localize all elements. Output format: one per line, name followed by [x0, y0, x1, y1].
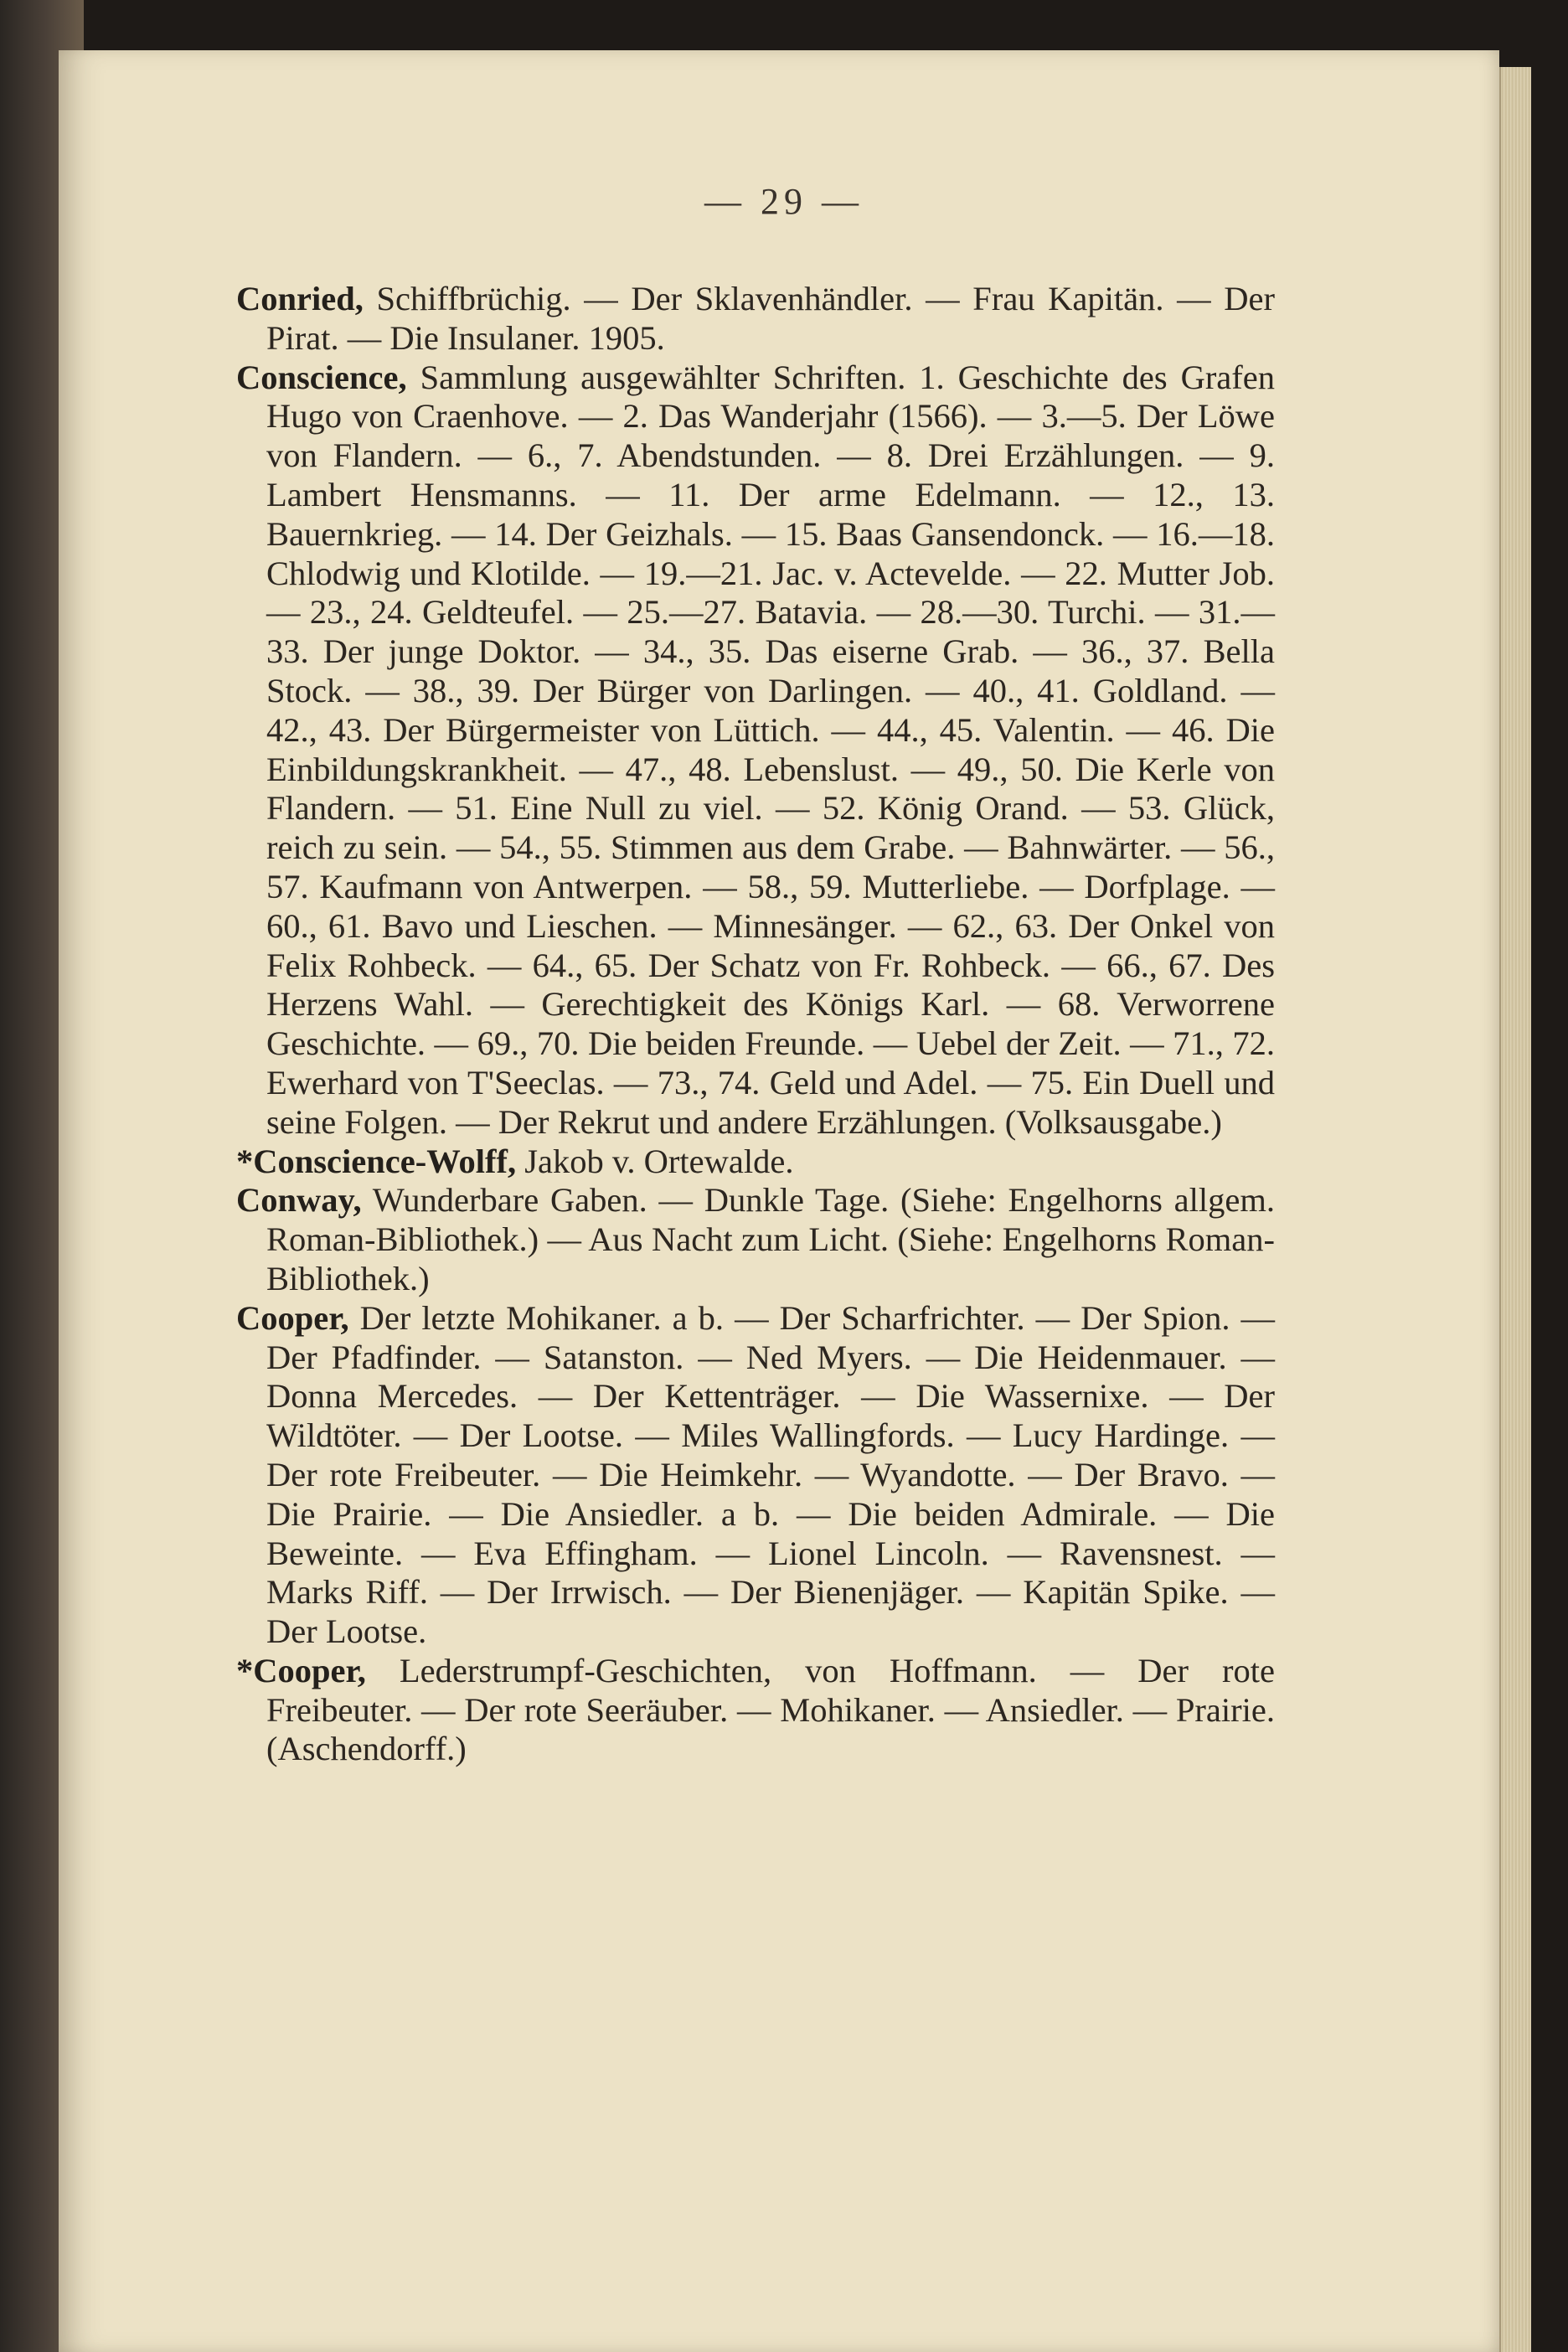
entry-text: Der letzte Mohikaner. a b. — Der Scharfrichter. — Der Spion. — Der Pfadfinder. — Satanston. — Ned Myers. — Die Heidenmauer. — Donna Mercedes. — Der Kettenträger. — Die Wassernixe. — Der Wildtöter. — Der Lootse. — Miles Wallingfords. — Lucy Hardinge. — Der rote Freibeuter. — Die Heimkehr. — Wyandotte. — Der Bravo. — Die Prairie. — Die Ansiedler. a b. — Die beiden Admirale. — Die Beweinte. — Eva Effingham. — Lionel Lincoln. — Ravensnest. — Marks Riff. — Der Irrwisch. — Der Bienenjäger. — Kapitän Spike. — Der Lootse.	[266, 1298, 1275, 1651]
entry-cooper-lederstrumpf	[236, 1652, 1275, 1769]
entry-text: Sammlung ausgewählter Schriften. 1. Geschichte des Grafen Hugo von Craenhove. — 2. Das Wanderjahr (1566). — 3.—5. Der Löwe von Flandern. — 6., 7. Abendstunden. — 8. Drei Erzählungen. — 9. Lambert Hensmanns. — 11. Der arme Edelmann. — 12., 13. Bauernkrieg. — 14. Der Geizhals. — 15. Baas Gansendonck. — 16.—18. Chlodwig und Klotilde. — 19.—21. Jac. v. Actevelde. — 22. Mutter Job. — 23., 24. Geldteufel. — 25.—27. Batavia. — 28.—30. Turchi. — 31.—33. Der junge Doktor. — 34., 35. Das eiserne Grab. — 36., 37. Bella Stock. — 38., 39. Der Bürger von Darlingen. — 40., 41. Goldland. — 42., 43. Der Bürgermeister von Lüttich. — 44., 45. Valentin. — 46. Die Einbildungskrankheit. — 47., 48. Lebenslust. — 49., 50. Die Kerle von Flandern. — 51. Eine Null zu viel. — 52. König Orand. — 53. Glück, reich zu sein. — 54., 55. Stimmen aus dem Grabe. — Bahnwärter. — 56., 57. Kaufmann von Antwerpen. — 58., 59. Mutterliebe. — Dorfplage. — 60., 61. Bavo und Lieschen. — Minnesänger. — 62., 63. Der Onkel von Felix Rohbeck. — 64., 65. Der Schatz von Fr. Rohbeck. — 66., 67. Des Herzens Wahl. — Gerechtigkeit des Königs Karl. — 68. Verworrene Geschichte. — 69., 70. Die beiden Freunde. — Uebel der Zeit. — 71., 72. Ewerhard von T'Seeclas. — 73., 74. Geld und Adel. — 75. Ein Duell und seine Folgen. — Der Rekrut und andere Erzählungen. (Volksausgabe.)	[266, 358, 1275, 1141]
entry-text: Wunderbare Gaben. — Dunkle Tage. (Siehe: Engelhorns allgem. Roman-Bibliothek.) — Aus Nacht zum Licht. (Siehe: Engelhorns Roman-Bibliothek.)	[266, 1181, 1275, 1297]
entry-conway	[236, 1181, 1275, 1298]
entry-conscience-wolff	[236, 1142, 1275, 1182]
entry-text: Schiffbrüchig. — Der Sklavenhändler. — Frau Kapitän. — Der Pirat. — Die Insulaner. 1905.	[266, 280, 1275, 357]
entry-cooper	[236, 1299, 1275, 1652]
entry-headword: Conscience,	[236, 358, 407, 396]
entry-headword: Conried,	[236, 280, 364, 317]
entry-conried	[236, 280, 1275, 358]
entry-headword: Cooper,	[236, 1298, 349, 1337]
entry-text: Lederstrumpf-Geschichten, von Hoffmann. — Der rote Freibeuter. — Der rote Seeräuber. — Mohikaner. — Ansiedler. — Prairie. (Aschendorff.)	[266, 1651, 1276, 1768]
page-number: — 29 —	[704, 181, 864, 222]
entry-headword: Conway,	[236, 1181, 362, 1220]
entry-headword: *Cooper,	[236, 1651, 366, 1689]
entry-headword: *Conscience-Wolff,	[236, 1142, 517, 1180]
catalog-text	[236, 280, 1275, 1769]
entry-conscience	[236, 358, 1275, 1142]
page-edges	[1499, 67, 1531, 2352]
entry-text: Jakob v. Ortewalde.	[524, 1142, 794, 1180]
